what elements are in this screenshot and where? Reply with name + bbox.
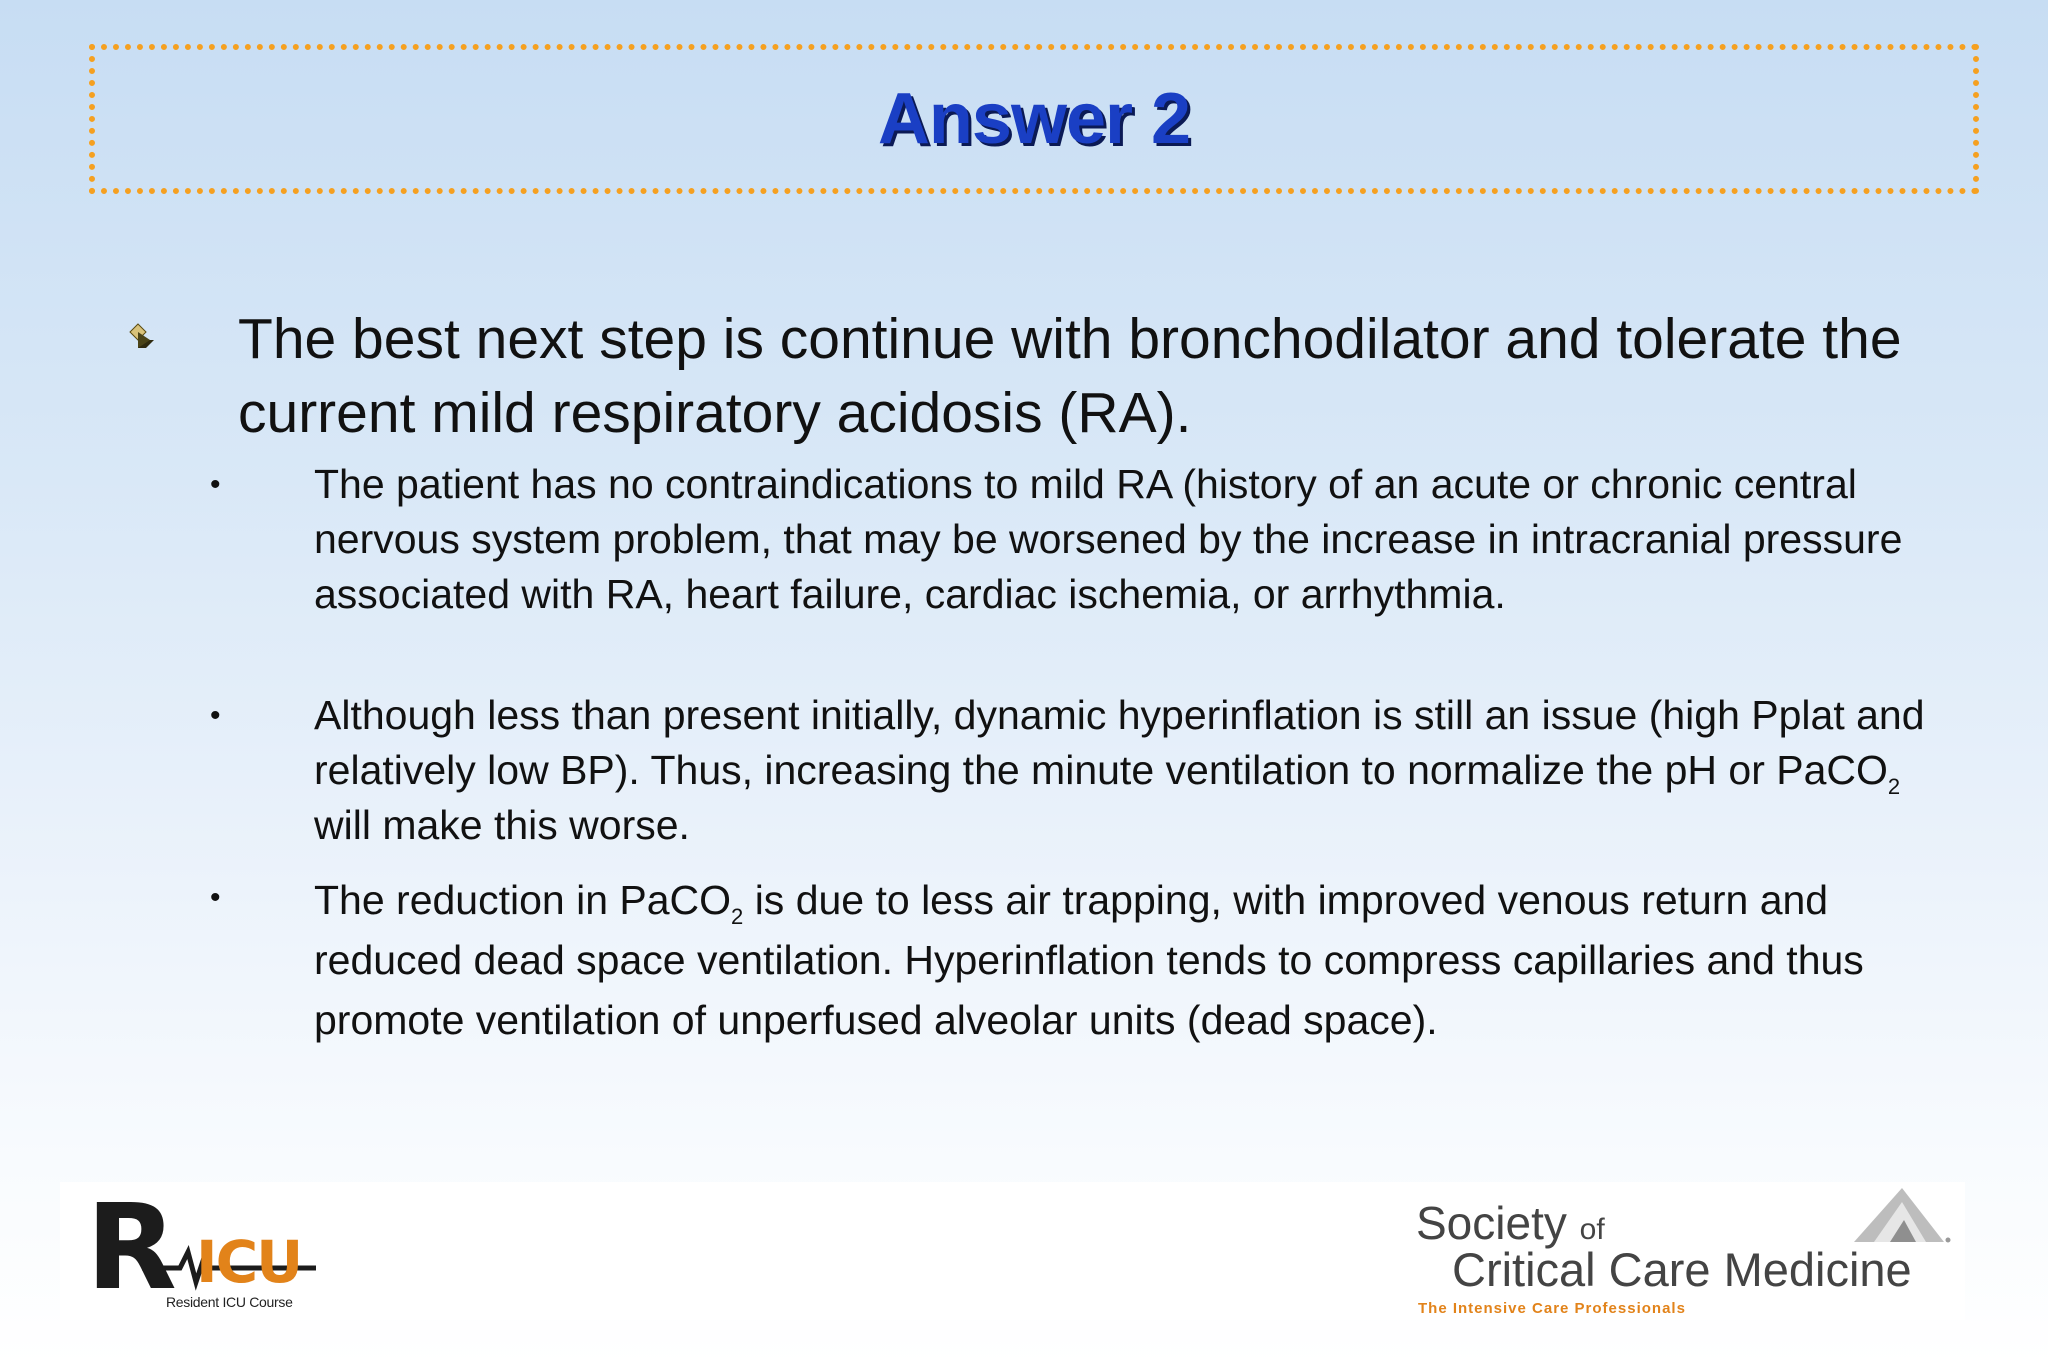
sub-point-text-part: will make this worse.: [314, 802, 690, 848]
svg-text:R: R: [86, 1186, 173, 1316]
sccm-tagline: The Intensive Care Professionals: [1418, 1300, 1686, 1317]
diamond-arrow-bullet-icon: [124, 320, 160, 356]
subscript: 2: [1887, 774, 1901, 799]
bullet-dot-icon: •: [210, 468, 221, 501]
svg-text:ICU: ICU: [196, 1228, 302, 1296]
sub-point-text-part: is due to less air trapping, with improved venous return and reduced dead space ventilation. Hyperinflation tends to compress capillaries and thus promote ventilation of unperfused alveolar units (dead space).: [314, 877, 1864, 1043]
ricu-caption: Resident ICU Course: [166, 1294, 293, 1310]
subscript: 2: [731, 904, 744, 929]
slide-title: Answer 2: [877, 79, 1191, 159]
sub-point-text: The patient has no contraindications to mild RA (history of an acute or chronic central nervous system problem, that may be worsened by the increase in intracranial pressure associated with RA, heart failure, cardiac ischemia, or arrhythmia.: [314, 461, 1903, 617]
sub-point-text: [314, 870, 1964, 1050]
sub-point-text-part: The reduction in PaCO: [314, 877, 732, 923]
main-point: The best next step is continue with bronchodilator and tolerate the current mild respiratory acidosis (RA).: [238, 307, 1902, 445]
sub-point-text: [314, 688, 1964, 853]
title-box: [89, 44, 1979, 194]
sccm-name-text: Critical Care Medicine: [1452, 1243, 1912, 1296]
sccm-peak-icon: [1844, 1184, 1954, 1246]
sccm-society-word: Society: [1416, 1197, 1567, 1249]
bullet-dot-icon: •: [210, 881, 221, 914]
sccm-of-word: of: [1579, 1213, 1605, 1246]
sub-point-text-part: Although less than present initially, dynamic hyperinflation is still an issue (high Pplat and relatively low BP). Thus, increasing the minute ventilation to normalize the pH or PaCO: [314, 692, 1925, 793]
bullet-dot-icon: •: [210, 699, 221, 732]
